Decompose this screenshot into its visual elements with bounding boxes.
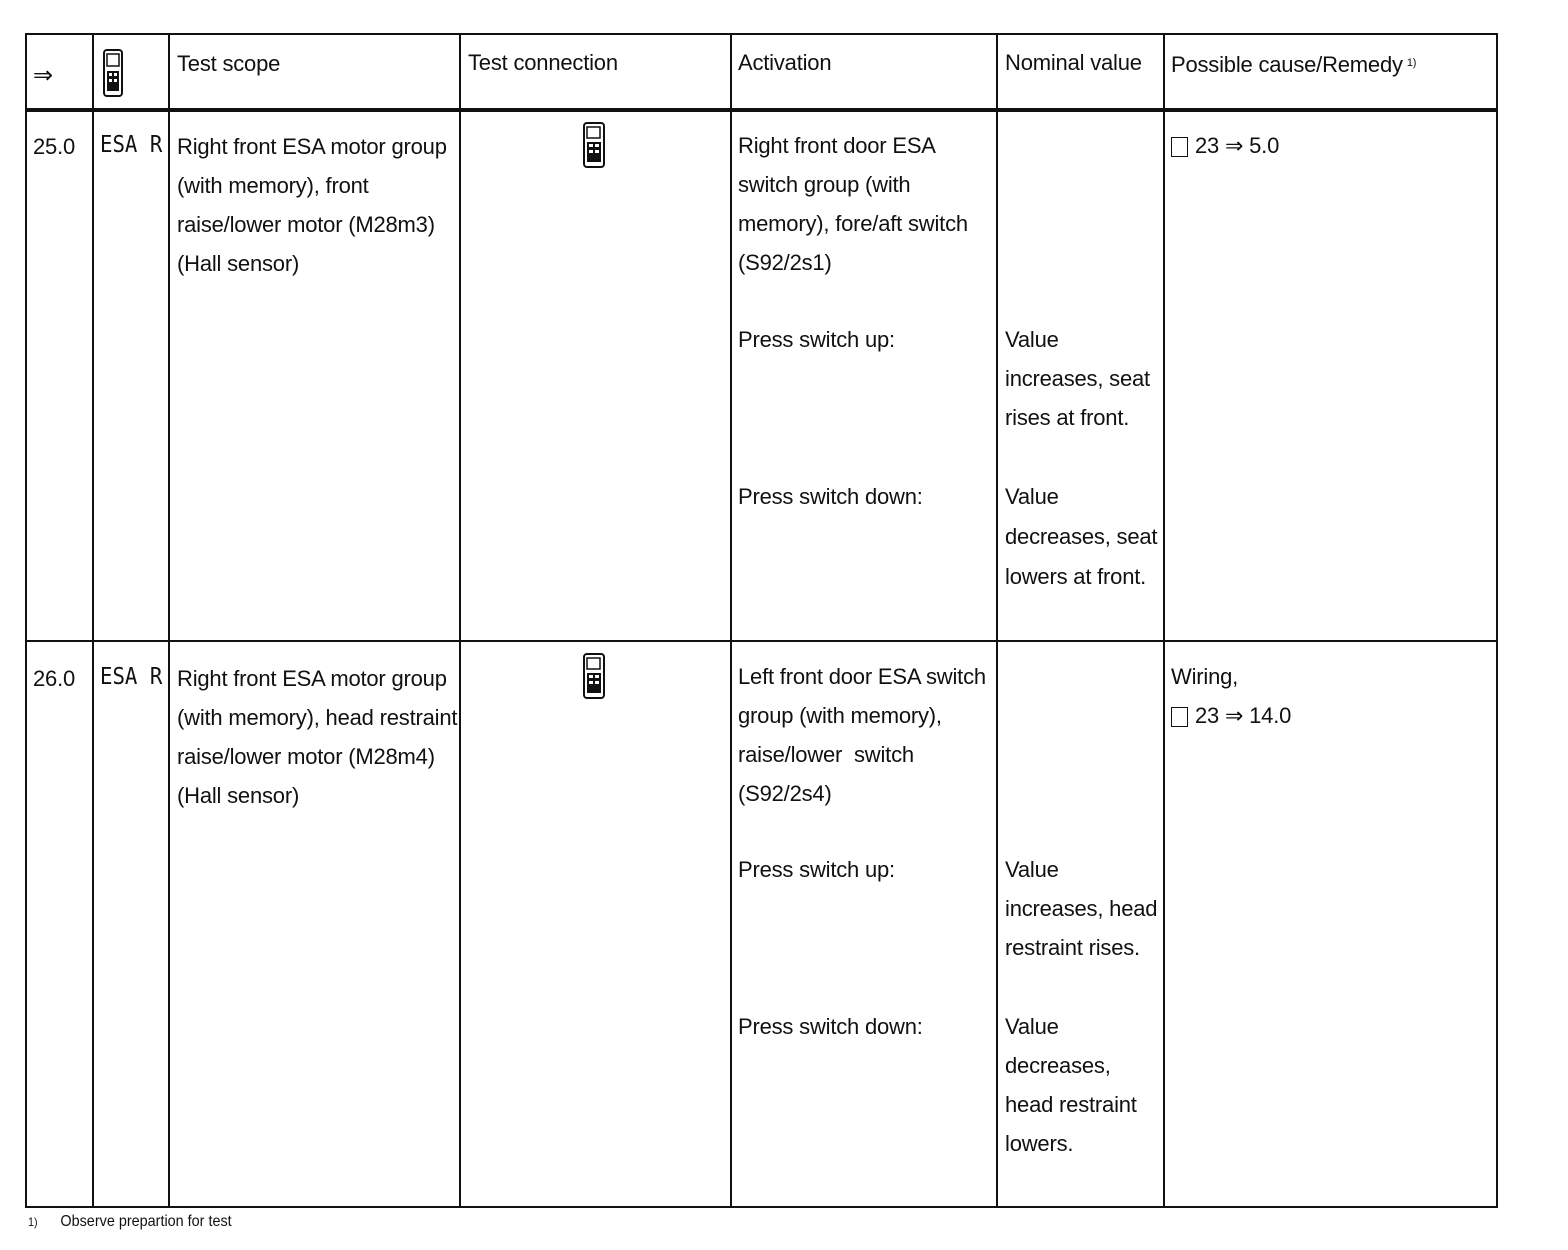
press-up-label: Press switch up:	[738, 857, 895, 882]
press-up-label: Press switch up:	[738, 327, 895, 352]
footnote-text: Observe prepartion for test	[60, 1213, 232, 1230]
checkbox-square-icon	[1171, 137, 1188, 157]
text-line: increases, seat	[1005, 366, 1150, 391]
hand-held-tester-icon	[103, 49, 123, 97]
column-divider	[1163, 35, 1165, 1206]
footnote	[28, 1213, 232, 1231]
step-number: 26.0	[33, 666, 76, 691]
checkbox-square-icon	[1171, 707, 1188, 727]
text-line: Wiring,	[1171, 664, 1239, 689]
control-unit-code: ESA R	[100, 132, 163, 158]
text-line: Value	[1005, 857, 1059, 882]
text-line: raise/lower motor (M28m3)	[177, 212, 435, 237]
text-line: Right front ESA motor group	[177, 134, 447, 159]
text-line: Value	[1005, 1014, 1059, 1039]
remedy-reference-label: 23 ⇒ 5.0	[1195, 133, 1280, 158]
header-possible-cause	[1171, 48, 1416, 80]
text-line: decreases, seat	[1005, 524, 1158, 549]
text-line: raise/lower motor (M28m4)	[177, 744, 435, 769]
header-arrow: ⇒	[33, 62, 53, 89]
header-possible-cause-label: Possible cause/Remedy	[1171, 52, 1403, 77]
step-number: 25.0	[33, 134, 76, 159]
activation-text	[738, 126, 968, 282]
test-scope-text	[177, 127, 447, 283]
test-table	[25, 33, 1498, 1208]
text-line: (with memory), front	[177, 173, 369, 198]
text-line: Value	[1005, 484, 1059, 509]
press-down-nominal-value	[1005, 477, 1157, 597]
possible-cause-text	[1171, 126, 1279, 165]
text-line: (S92/2s1)	[738, 250, 832, 275]
column-divider	[459, 35, 461, 1206]
remedy-reference	[1171, 126, 1279, 165]
possible-cause-text	[1171, 657, 1291, 735]
remedy-reference-label: 23 ⇒ 14.0	[1195, 703, 1292, 728]
text-line: (Hall sensor)	[177, 783, 300, 808]
press-up-nominal-value	[1005, 850, 1157, 967]
column-divider	[92, 35, 94, 1206]
column-divider	[730, 35, 732, 1206]
text-line: lowers at front.	[1005, 564, 1147, 589]
text-line: Right front ESA motor group	[177, 666, 447, 691]
hand-held-tester-icon	[583, 122, 605, 168]
press-down-label: Press switch down:	[738, 1014, 923, 1039]
text-line: (Hall sensor)	[177, 251, 300, 276]
text-line: group (with memory),	[738, 703, 942, 728]
row-divider	[27, 640, 1496, 642]
text-line: raise/lower switch	[738, 742, 914, 767]
text-line: (S92/2s4)	[738, 781, 832, 806]
footnote-marker: 1)	[28, 1215, 38, 1229]
text-line: memory), fore/aft switch	[738, 211, 968, 236]
text-line: (with memory), head restraint	[177, 705, 458, 730]
hand-held-tester-icon	[583, 653, 605, 699]
activation-text	[738, 657, 986, 813]
header-footnote-marker: 1)	[1406, 57, 1417, 69]
press-up-nominal-value	[1005, 320, 1150, 437]
header-divider	[27, 108, 1496, 112]
text-line: switch group (with	[738, 172, 911, 197]
header-nominal-value: Nominal value	[1005, 50, 1142, 75]
column-divider	[168, 35, 170, 1206]
test-scope-text	[177, 659, 457, 815]
text-line: lowers.	[1005, 1131, 1074, 1156]
text-line: Left front door ESA switch	[738, 664, 986, 689]
column-divider	[996, 35, 998, 1206]
control-unit-code: ESA R	[100, 664, 163, 690]
header-activation: Activation	[738, 50, 832, 75]
text-line: head restraint	[1005, 1092, 1137, 1117]
text-line: restraint rises.	[1005, 935, 1140, 960]
text-line: Value	[1005, 327, 1059, 352]
press-down-nominal-value	[1005, 1007, 1137, 1163]
text-line: increases, head	[1005, 896, 1158, 921]
header-test-scope: Test scope	[177, 51, 281, 76]
text-line: rises at front.	[1005, 405, 1130, 430]
remedy-reference	[1171, 696, 1291, 735]
text-line: decreases,	[1005, 1053, 1111, 1078]
press-down-label: Press switch down:	[738, 484, 923, 509]
text-line: Right front door ESA	[738, 133, 936, 158]
header-test-connection: Test connection	[468, 50, 618, 75]
